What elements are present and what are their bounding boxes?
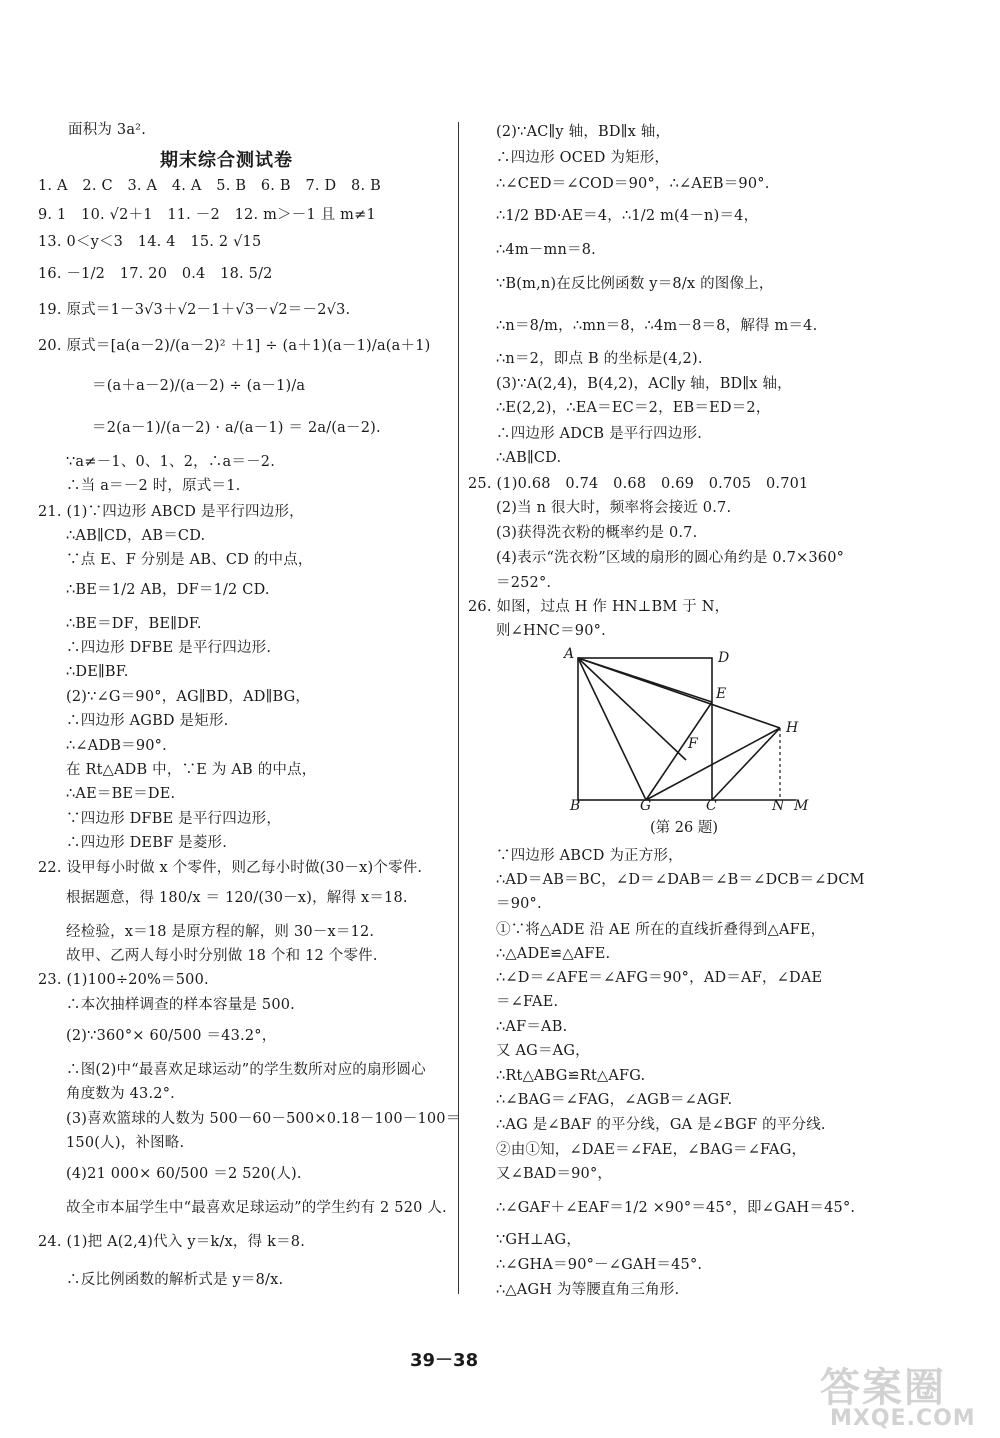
answer-line: ∵点 E、F 分别是 AB、CD 的中点， (66, 552, 313, 568)
answer-line: (3)喜欢篮球的人数为 500－60－500×0.18－100－100＝ (66, 1111, 461, 1127)
answer-line: ∴BE＝DF，BE∥DF. (66, 616, 202, 632)
answer-line: ∴AB∥CD. (496, 450, 562, 466)
segment-ag (578, 658, 646, 800)
answer-line: 21. (1)∵四边形 ABCD 是平行四边形， (38, 504, 304, 520)
answer-line: ＝2(a－1)/(a－2) · a/(a－1) ＝ 2a/(a－2). (92, 420, 381, 436)
answer-line: ∴∠BAG＝∠FAG，∠AGB＝∠AGF. (496, 1092, 733, 1108)
answer-line: 150(人)，补图略. (66, 1135, 185, 1151)
watermark-top: 答案圈 (820, 1365, 946, 1411)
answer-line: 则∠HNC＝90°. (496, 623, 606, 639)
answer-line: ∴当 a＝－2 时，原式＝1. (66, 478, 241, 494)
answer-line: 16. －1/2 17. 20 0.4 18. 5/2 (38, 266, 273, 282)
answer-line: ②由①知，∠DAE＝∠FAE，∠BAG＝∠FAG， (496, 1142, 807, 1158)
answer-line: (2)∵AC∥y 轴，BD∥x 轴， (496, 124, 671, 140)
label-h: H (786, 720, 799, 736)
label-d: D (718, 650, 730, 666)
answer-line: 9. 1 10. √2＋1 11. －2 12. m＞－1 且 m≠1 (38, 207, 376, 223)
answer-line: 24. (1)把 A(2,4)代入 y＝k/x，得 k＝8. (38, 1234, 306, 1250)
answer-line: 角度数为 43.2°. (66, 1086, 175, 1102)
answer-line: (2)∵∠G＝90°，AG∥BD，AD∥BG， (66, 689, 311, 705)
answer-line: 故全市本届学生中“最喜欢足球运动”的学生约有 2 520 人. (66, 1200, 447, 1216)
answer-line: ∴本次抽样调查的样本容量是 500. (66, 997, 295, 1013)
answer-line: (4)21 000× 60/500 ＝2 520(人). (66, 1166, 302, 1182)
answer-line: ∴∠GHA＝90°－∠GAH＝45°. (496, 1257, 703, 1273)
answer-line: 13. 0＜y＜3 14. 4 15. 2 √15 (38, 234, 262, 250)
answer-line: ∴四边形 OCED 为矩形， (496, 150, 670, 166)
answer-line: ∴四边形 DFBE 是平行四边形. (66, 640, 272, 656)
watermark-logo (818, 1356, 996, 1434)
answer-line: ∴Rt△ABG≌Rt△AFG. (496, 1068, 646, 1084)
label-e: E (716, 686, 727, 702)
segment-ge (646, 702, 712, 800)
answer-line: ＝∠FAE. (496, 994, 559, 1010)
answer-line: ∵a≠－1、0、1、2，∴a＝－2. (66, 454, 275, 470)
answer-line: (2)当 n 很大时，频率将会接近 0.7. (496, 500, 732, 516)
answer-line: ∴n＝8/m，∴mn＝8，∴4m－8＝8，解得 m＝4. (496, 318, 818, 334)
page-number: 39－38 (410, 1350, 479, 1371)
segment-af (578, 658, 686, 760)
answer-line: ＝(a＋a－2)/(a－2) ÷ (a－1)/a (92, 378, 306, 394)
label-b: B (570, 798, 581, 814)
answer-line: 经检验，x＝18 是原方程的解，则 30－x＝12. (66, 924, 375, 940)
label-a: A (564, 646, 575, 662)
answer-line: ∴四边形 AGBD 是矩形. (66, 713, 229, 729)
label-m: M (794, 798, 809, 814)
answer-line: 故甲、乙两人每小时分别做 18 个和 12 个零件. (66, 948, 378, 964)
answer-line: ∴AE＝BE＝DE. (66, 786, 176, 802)
segment-ae (578, 658, 712, 702)
answer-line: ∴△AGH 为等腰直角三角形. (496, 1282, 680, 1298)
answer-line: ①∵将△ADE 沿 AE 所在的直线折叠得到△AFE， (496, 922, 826, 938)
answer-line: 面积为 3a². (68, 122, 147, 138)
answer-line: ∴AB∥CD，AB＝CD. (66, 528, 206, 544)
watermark-bottom: MXQE.COM (830, 1406, 976, 1431)
answer-line: ＝90°. (496, 896, 542, 912)
answer-line: (3)∵A(2,4)，B(4,2)，AC∥y 轴，BD∥x 轴， (496, 376, 792, 392)
answer-line: ∵GH⊥AG， (496, 1232, 582, 1248)
answer-line: 26. 如图，过点 H 作 HN⊥BM 于 N， (468, 599, 730, 615)
answer-line: (3)获得洗衣粉的概率约是 0.7. (496, 525, 698, 541)
answer-line: ∴n＝2，即点 B 的坐标是(4,2). (496, 351, 703, 367)
answer-line: 又∠BAD＝90°， (496, 1166, 613, 1182)
answer-line: ∴反比例函数的解析式是 y＝8/x. (66, 1272, 284, 1288)
answer-line: ∴BE＝1/2 AB，DF＝1/2 CD. (66, 582, 270, 598)
answer-line: ∴4m－mn＝8. (496, 242, 596, 258)
answer-line: (4)表示“洗衣粉”区域的扇形的圆心角约是 0.7×360° (496, 550, 845, 566)
answer-line: ∴AG 是∠BAF 的平分线，GA 是∠BGF 的平分线. (496, 1117, 826, 1133)
answer-line: 25. (1)0.68 0.74 0.68 0.69 0.705 0.701 (468, 476, 809, 492)
answer-line: 在 Rt△ADB 中，∵E 为 AB 的中点， (66, 762, 317, 778)
segment-ch (712, 728, 780, 800)
answer-line: ∴1/2 BD·AE＝4，∴1/2 m(4－n)＝4， (496, 208, 759, 224)
segment-gh (646, 728, 780, 800)
label-c: C (706, 798, 717, 814)
answer-line: ∴∠GAF＋∠EAF＝1/2 ×90°＝45°，即∠GAH＝45°. (496, 1200, 856, 1216)
figure-caption: (第 26 题) (650, 820, 718, 836)
answer-line: 根据题意，得 180/x ＝ 120/(30－x)，解得 x＝18. (66, 890, 408, 906)
answer-line: ∴AD＝AB＝BC，∠D＝∠DAB＝∠B＝∠DCB＝∠DCM (496, 872, 865, 888)
answer-line: ＝252°. (496, 575, 552, 591)
answer-line: ∴AF＝AB. (496, 1019, 568, 1035)
label-f: F (688, 736, 698, 752)
answer-line: 20. 原式＝[a(a－2)/(a－2)² ＋1] ÷ (a＋1)(a－1)/a(a＋1) (38, 338, 431, 354)
page-title: 期末综合测试卷 (160, 150, 293, 171)
answer-line: ∴E(2,2)，∴EA＝EC＝2，EB＝ED＝2， (496, 400, 771, 416)
answer-line: 23. (1)100÷20%＝500. (38, 972, 209, 988)
answer-line: ∴△ADE≌△AFE. (496, 946, 611, 962)
label-n: N (772, 798, 785, 814)
answer-line: ∴∠CED＝∠COD＝90°，∴∠AEB＝90°. (496, 176, 770, 192)
answer-line: ∵B(m,n)在反比例函数 y＝8/x 的图像上， (496, 276, 774, 292)
answer-line: ∵四边形 DFBE 是平行四边形， (66, 811, 282, 827)
answer-line: ∴∠D＝∠AFE＝∠AFG＝90°，AD＝AF，∠DAE (496, 970, 823, 986)
answer-line: ∴∠ADB＝90°. (66, 738, 167, 754)
label-g: G (640, 798, 652, 814)
answer-line: 又 AG＝AG， (496, 1043, 590, 1059)
answer-line: 19. 原式＝1－3√3＋√2－1＋√3－√2＝－2√3. (38, 302, 351, 318)
answer-line: ∴四边形 DEBF 是菱形. (66, 835, 228, 851)
answer-line: ∴四边形 ADCB 是平行四边形. (496, 426, 703, 442)
geometry-figure (560, 644, 820, 814)
answer-line: 1. A 2. C 3. A 4. A 5. B 6. B 7. D 8. B (38, 178, 381, 194)
answer-line: 22. 设甲每小时做 x 个零件，则乙每小时做(30－x)个零件. (38, 860, 423, 876)
answer-line: ∴图(2)中“最喜欢足球运动”的学生数所对应的扇形圆心 (66, 1062, 426, 1078)
answer-line: ∴DE∥BF. (66, 664, 129, 680)
answer-line: (2)∵360°× 60/500 ＝43.2°， (66, 1028, 277, 1044)
answer-line: ∵四边形 ABCD 为正方形， (496, 848, 683, 864)
